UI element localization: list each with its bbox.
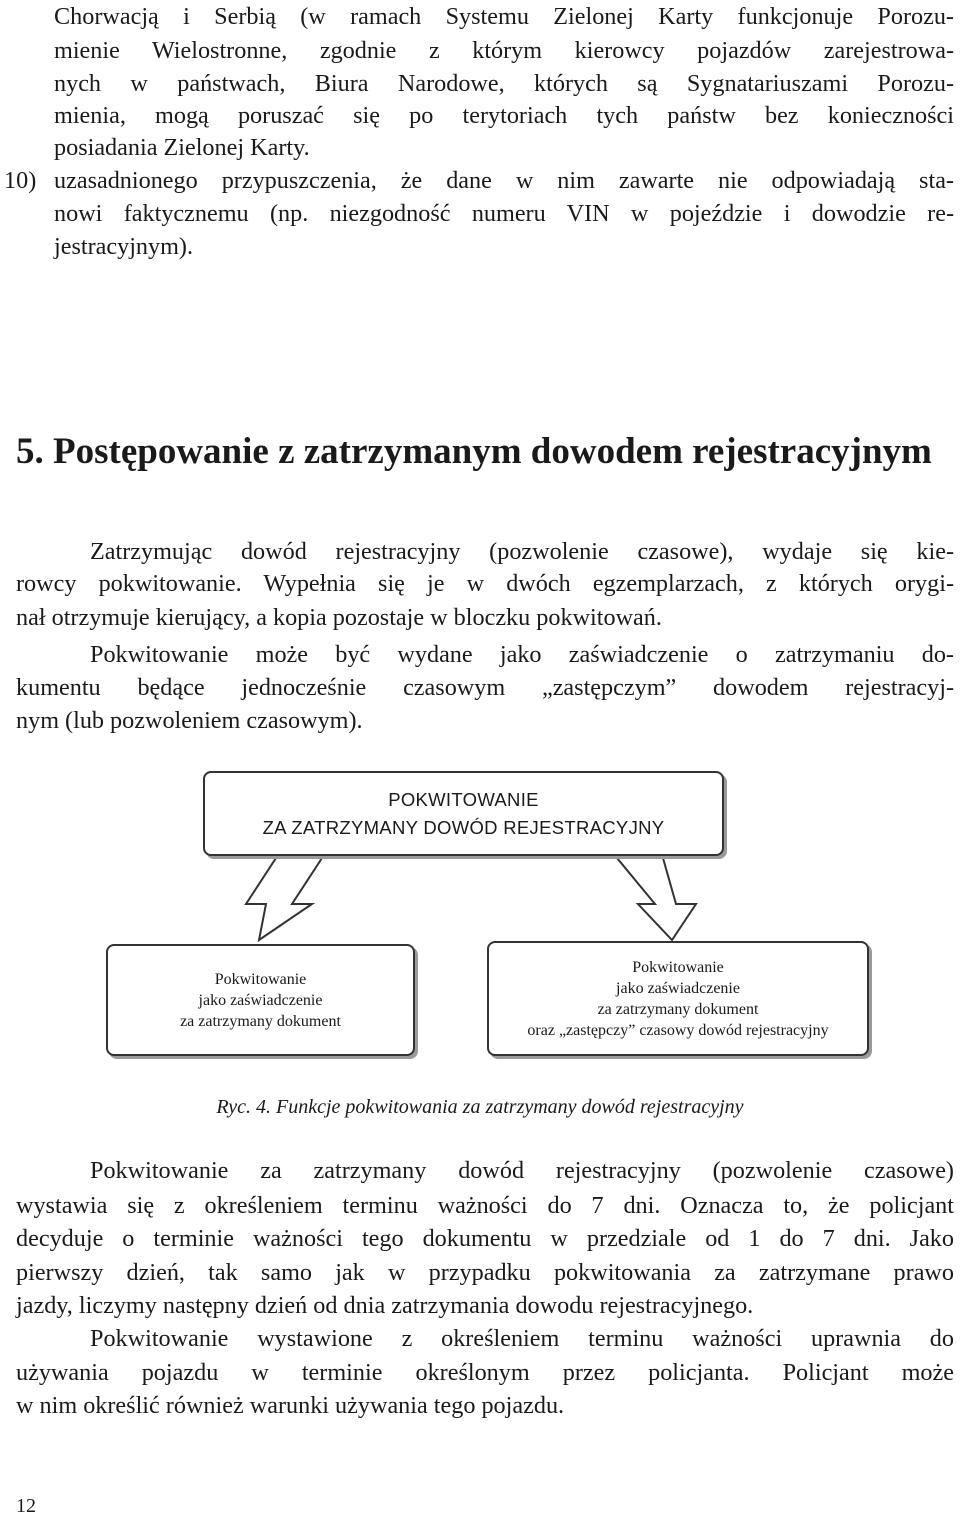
arrow-left-icon xyxy=(246,858,322,940)
paragraph-line: używania pojazdu w terminie określonym przez policjanta. Policjant może xyxy=(16,1359,954,1386)
diagram-box-text: Pokwitowanie xyxy=(632,958,724,976)
diagram-box-left xyxy=(106,944,415,1056)
figure-caption: Ryc. 4. Funkcje pokwitowania za zatrzymany dowód rejestracyjny xyxy=(216,1096,744,1118)
intro-line: nych w państwach, Biura Narodowe, których są Sygnatariuszami Porozu- xyxy=(54,70,954,97)
paragraph-line: wystawia się z określeniem terminu ważności do 7 dni. Oznacza to, że policjant xyxy=(16,1192,954,1219)
list-item-line: nowi faktycznemu (np. niezgodność numeru VIN w pojeździe i dowodzie re- xyxy=(54,200,954,227)
paragraph-line: Pokwitowanie może być wydane jako zaświadczenie o zatrzymaniu do- xyxy=(90,641,954,668)
intro-line: mienie Wielostronne, zgodnie z którym kierowcy pojazdów zarejestrowa- xyxy=(54,37,954,64)
paragraph-line: rowcy pokwitowanie. Wypełnia się je w dwóch egzemplarzach, z których orygi- xyxy=(16,570,954,597)
list-item-line: jestracyjnym). xyxy=(54,233,194,260)
diagram-box-text: jako zaświadczenie xyxy=(198,991,323,1009)
diagram-box-text: ZA ZATRZYMANY DOWÓD REJESTRACYJNY xyxy=(262,816,665,838)
paragraph-line: Pokwitowanie za zatrzymany dowód rejestracyjny (pozwolenie czasowe) xyxy=(90,1157,954,1184)
section-heading: 5. Postępowanie z zatrzymanym dowodem rejestracyjnym xyxy=(16,431,932,472)
diagram-box-text: Pokwitowanie xyxy=(214,970,307,988)
intro-line: posiadania Zielonej Karty. xyxy=(54,134,310,161)
diagram-box-text: oraz „zastępczy” czasowy dowód rejestracyjny xyxy=(527,1021,829,1039)
paragraph-line: jazdy, liczymy następny dzień od dnia zatrzymania dowodu rejestracyjnego. xyxy=(16,1292,754,1319)
diagram-box-text: POKWITOWANIE xyxy=(388,788,539,810)
diagram-box-top xyxy=(203,771,724,856)
paragraph-line: nał otrzymuje kierujący, a kopia pozostaje w bloczku pokwitowań. xyxy=(16,604,662,631)
paragraph-line: decyduje o terminie ważności tego dokumentu w przedziale od 1 do 7 dni. Jako xyxy=(16,1225,954,1252)
arrow-right-icon xyxy=(617,858,696,940)
diagram-box-text: za zatrzymany dokument xyxy=(597,1000,759,1018)
list-item-number: 10) xyxy=(4,167,37,194)
diagram-box-right xyxy=(487,941,869,1056)
intro-line: Chorwacją i Serbią (w ramach Systemu Zielonej Karty funkcjonuje Porozu- xyxy=(54,3,954,30)
diagram-box-text: jako zaświadczenie xyxy=(616,979,740,997)
paragraph-line: pierwszy dzień, tak samo jak w przypadku pokwitowania za zatrzymane prawo xyxy=(16,1259,954,1286)
paragraph-line: Zatrzymując dowód rejestracyjny (pozwolenie czasowe), wydaje się kie- xyxy=(90,538,954,565)
paragraph-line: kumentu będące jednocześnie czasowym „zastępczym” dowodem rejestracyj- xyxy=(16,674,954,701)
intro-line: mienia, mogą poruszać się po terytoriach tych państw bez konieczności xyxy=(54,102,954,129)
page-number: 12 xyxy=(16,1495,36,1517)
paragraph-line: nym (lub pozwoleniem czasowym). xyxy=(16,707,363,734)
paragraph-line: w nim określić również warunki używania tego pojazdu. xyxy=(16,1392,565,1419)
paragraph-line: Pokwitowanie wystawione z określeniem terminu ważności uprawnia do xyxy=(90,1325,954,1352)
diagram-box-text: za zatrzymany dokument xyxy=(180,1012,341,1030)
list-item-line: uzasadnionego przypuszczenia, że dane w nim zawarte nie odpowiadają sta- xyxy=(54,167,954,194)
